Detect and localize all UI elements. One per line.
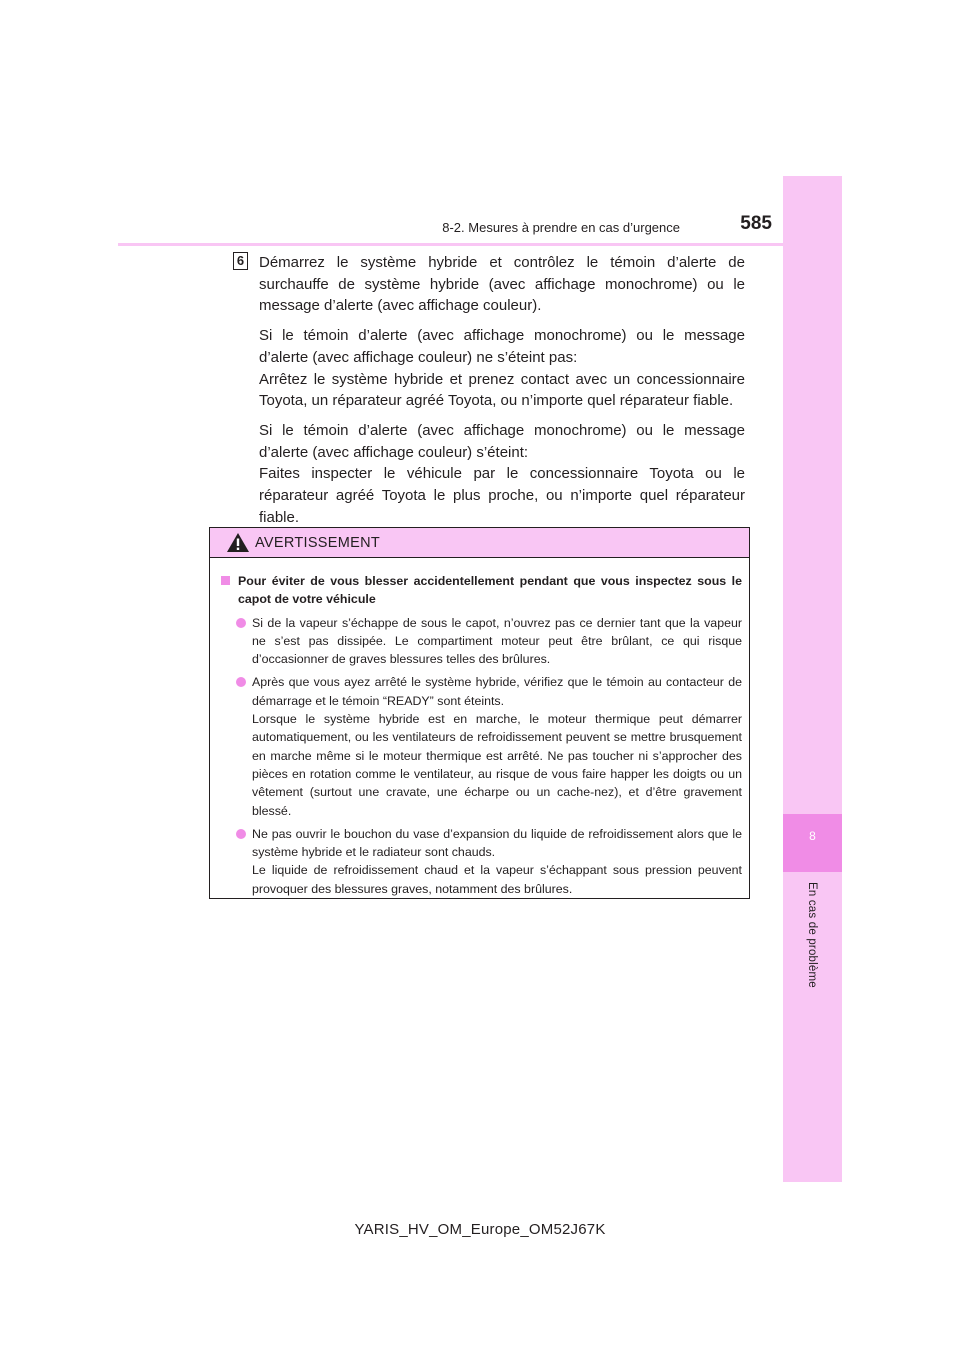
warning-heading-text: Pour éviter de vous blesser accidentellement pendant que vous inspectez sous le capot de votre véhicule: [238, 574, 742, 607]
warning-box: [209, 527, 750, 899]
step-text: Si le témoin d’alerte (avec affichage monochrome) ou le message d’alerte (avec affichage couleur) ne s’éteint pas:: [259, 327, 745, 366]
circle-bullet-icon: [236, 677, 246, 687]
warning-title: AVERTISSEMENT: [255, 535, 381, 551]
square-bullet-icon: [221, 576, 230, 585]
warning-bullet-text: Ne pas ouvrir le bouchon du vase d’expansion du liquide de refroidissement alors que le système hybride et le radiateur sont chauds.: [252, 826, 742, 860]
step-text: Démarrez le système hybride et contrôlez le témoin d’alerte de surchauffe de système hybride (avec affichage monochrome) ou le message d’alerte (avec affichage couleur).: [259, 254, 745, 315]
circle-bullet-icon: [236, 618, 246, 628]
chapter-title: En cas de problème: [806, 882, 818, 988]
warning-bullet-text: Le liquide de refroidissement chaud et la vapeur s’échappant sous pression peuvent provoquer des blessures graves, notamment des brûlures.: [252, 863, 742, 896]
header-divider: [118, 243, 842, 246]
step-paragraph: [259, 252, 745, 317]
step-paragraph: [259, 420, 745, 529]
step-text: Faites inspecter le véhicule par le concessionnaire Toyota ou le réparateur agréé Toyota le plus proche, ou n’importe quel réparateur fiable.: [259, 465, 745, 526]
chapter-number: 8: [809, 829, 816, 843]
step-body: [259, 252, 745, 536]
document-footer: YARIS_HV_OM_Europe_OM52J67K: [354, 1221, 606, 1238]
warning-triangle-icon: [227, 533, 249, 552]
warning-bullet-text: Si de la vapeur s’échappe de sous le capot, n’ouvrez pas ce dernier tant que la vapeur ne s’est pas dissipée. Le compartiment moteur peut être brûlant, ce qui risque d’occasionner de graves blessures telles des brûlures.: [252, 615, 742, 667]
warning-bullet: [220, 825, 742, 898]
step-paragraph: [259, 325, 745, 412]
warning-heading: [220, 572, 742, 609]
chapter-side-tab: [783, 176, 842, 1182]
section-title: 8-2. Mesures à prendre en cas d’urgence: [442, 220, 680, 235]
warning-content: [210, 558, 749, 898]
warning-bullet: [220, 673, 742, 819]
warning-bullet-text: Lorsque le système hybride est en marche, le moteur thermique peut démarrer automatiquement, ou les ventilateurs de refroidissement peuvent se mettre brusquement en marche même si le moteur thermique est arrêté. Ne pas toucher ni s’approcher des pièces en rotation comme le ventilateur, au risque de vous faire happer les doigts ou un vêtement (surtout une cravate, une écharpe ou un cache-nez), et d’être gravement blessé.: [252, 712, 742, 818]
circle-bullet-icon: [236, 829, 246, 839]
step-text: Si le témoin d’alerte (avec affichage monochrome) ou le message d’alerte (avec affichage couleur) s’éteint:: [259, 421, 745, 461]
step-text: Arrêtez le système hybride et prenez contact avec un concessionnaire Toyota, un réparateur agréé Toyota, ou n’importe quel réparateur fiable.: [259, 370, 745, 410]
page-number: 585: [740, 213, 772, 234]
warning-bullet: [220, 614, 742, 669]
chapter-number-tab: [783, 814, 842, 872]
warning-header: [210, 528, 749, 558]
warning-bullet-text: Après que vous ayez arrêté le système hybride, vérifiez que le témoin au contacteur de démarrage et le témoin “READY” sont éteints.: [252, 675, 742, 708]
step-number-badge: 6: [233, 252, 248, 270]
